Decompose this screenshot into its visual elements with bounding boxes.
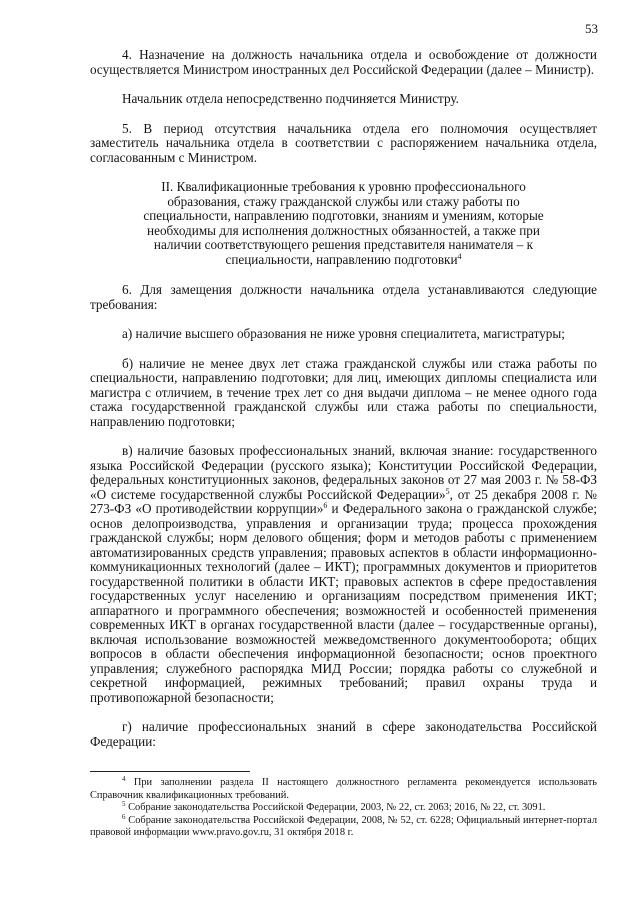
footnote-5: [90, 802, 597, 815]
footnote-ref-6: 6: [323, 501, 328, 510]
footnote-4: [90, 777, 597, 802]
requirement-item-v-part1: в) наличие базовых профессиональных знаний, включая знание: государственного языка Российской Федерации (русского языка); Конституции Российской Федерации, федеральных конституционных законов, федеральных законов от 27 мая 2003 г. № 58-ФЗ «О системе государственной службы Российской Федерации»: [90, 443, 597, 502]
footnote-4-text: При заполнении раздела II настоящего должностного регламента рекомендуется использовать Справочник квалификационных требований.: [90, 777, 597, 801]
section-heading: [130, 180, 557, 267]
requirement-item-b: б) наличие не менее двух лет стажа гражданской службы или стажа работы по специальности, направлению подготовки; для лиц, имеющих дипломы специалиста или магистра с отличием, в течение трех лет со дня выдачи диплома – не менее одного года стажа государственной гражданской службы или стажа работы по специальности, направлению подготовки;: [90, 355, 597, 429]
footnote-6: [90, 812, 597, 840]
footnote-4-number: 4: [122, 775, 126, 783]
paragraph-6: 6. Для замещения должности начальника отдела устанавливаются следующие требования:: [90, 282, 597, 312]
requirement-item-v: [90, 444, 597, 705]
footnote-6-text: Собрание законодательства Российской Федерации, 2008, № 52, ст. 6228; Официальный интернет-портал правовой информации www.pravo.gov.ru, 31 октября 2018 г.: [90, 814, 597, 839]
document-body: [90, 48, 597, 749]
footnote-5-text: Собрание законодательства Российской Федерации, 2003, № 22, ст. 2063; 2016, № 22, ст. 3091.: [125, 802, 546, 814]
footnote-separator: [90, 771, 250, 772]
requirement-item-g: г) наличие профессиональных знаний в сфере законодательства Российской Федерации:: [90, 719, 597, 749]
footnote-6-number: 6: [122, 812, 126, 821]
section-heading-text: II. Квалификационные требования к уровню профессионального образования, стажу гражданской службы или стажу работы по специальности, направлению подготовки, знаниям и умениям, которые необходимы для исполнения должностных обязанностей, а также при наличии соответствующего решения представителя нанимателя – к специальности, направлению подготовки: [143, 179, 544, 267]
paragraph-4: 4. Назначение на должность начальника отдела и освобождение от должности осуществляется Министром иностранных дел Российской Федерации (далее – Министр).: [90, 47, 597, 77]
footnote-ref-5: 5: [445, 486, 450, 496]
paragraph-5: 5. В период отсутствия начальника отдела его полномочия осуществляет заместитель начальника отдела в соответствии с распоряжением начальника отдела, согласованным с Министром.: [90, 120, 597, 165]
footnote-ref-4: 4: [457, 251, 462, 261]
footnotes: [90, 771, 597, 840]
requirement-item-a: а) наличие высшего образования не ниже уровня специалитета, магистратуры;: [122, 326, 565, 341]
page-number: 53: [585, 21, 598, 36]
paragraph-4-subordination: Начальник отдела непосредственно подчиняется Министру.: [122, 91, 459, 106]
requirement-item-v-part3: и Федерального закона о гражданской службе; основ делопроизводства, управления и организации труда; процесса прохождения гражданской службы; норм делового общения; форм и методов работы с применением автоматизированных средств управления; правовых аспектов в области информационно-коммуникационных технологий (далее – ИКТ); программных документов и приоритетов государственной политики в области ИКТ; правовых аспектов в сфере предоставления государственных услуг населению и организациям посредством применения ИКТ; аппаратного и программного обеспечения; возможностей и особенностей применения современных ИКТ в органах государственной власти (далее – государственные органы), включая использование возможностей межведомственного документооборота; общих вопросов в области обеспечения информационной безопасности; основ проектного управления; служебного распорядка МИД России; порядка работы со служебной и секретной информацией, режимных требований; правил охраны труда и противопожарной безопасности;: [90, 501, 597, 705]
requirement-item-v-part2: , от 25 декабря 2008 г. № 273-ФЗ «О противодействии коррупции»: [90, 486, 597, 516]
footnote-5-number: 5: [122, 800, 126, 809]
